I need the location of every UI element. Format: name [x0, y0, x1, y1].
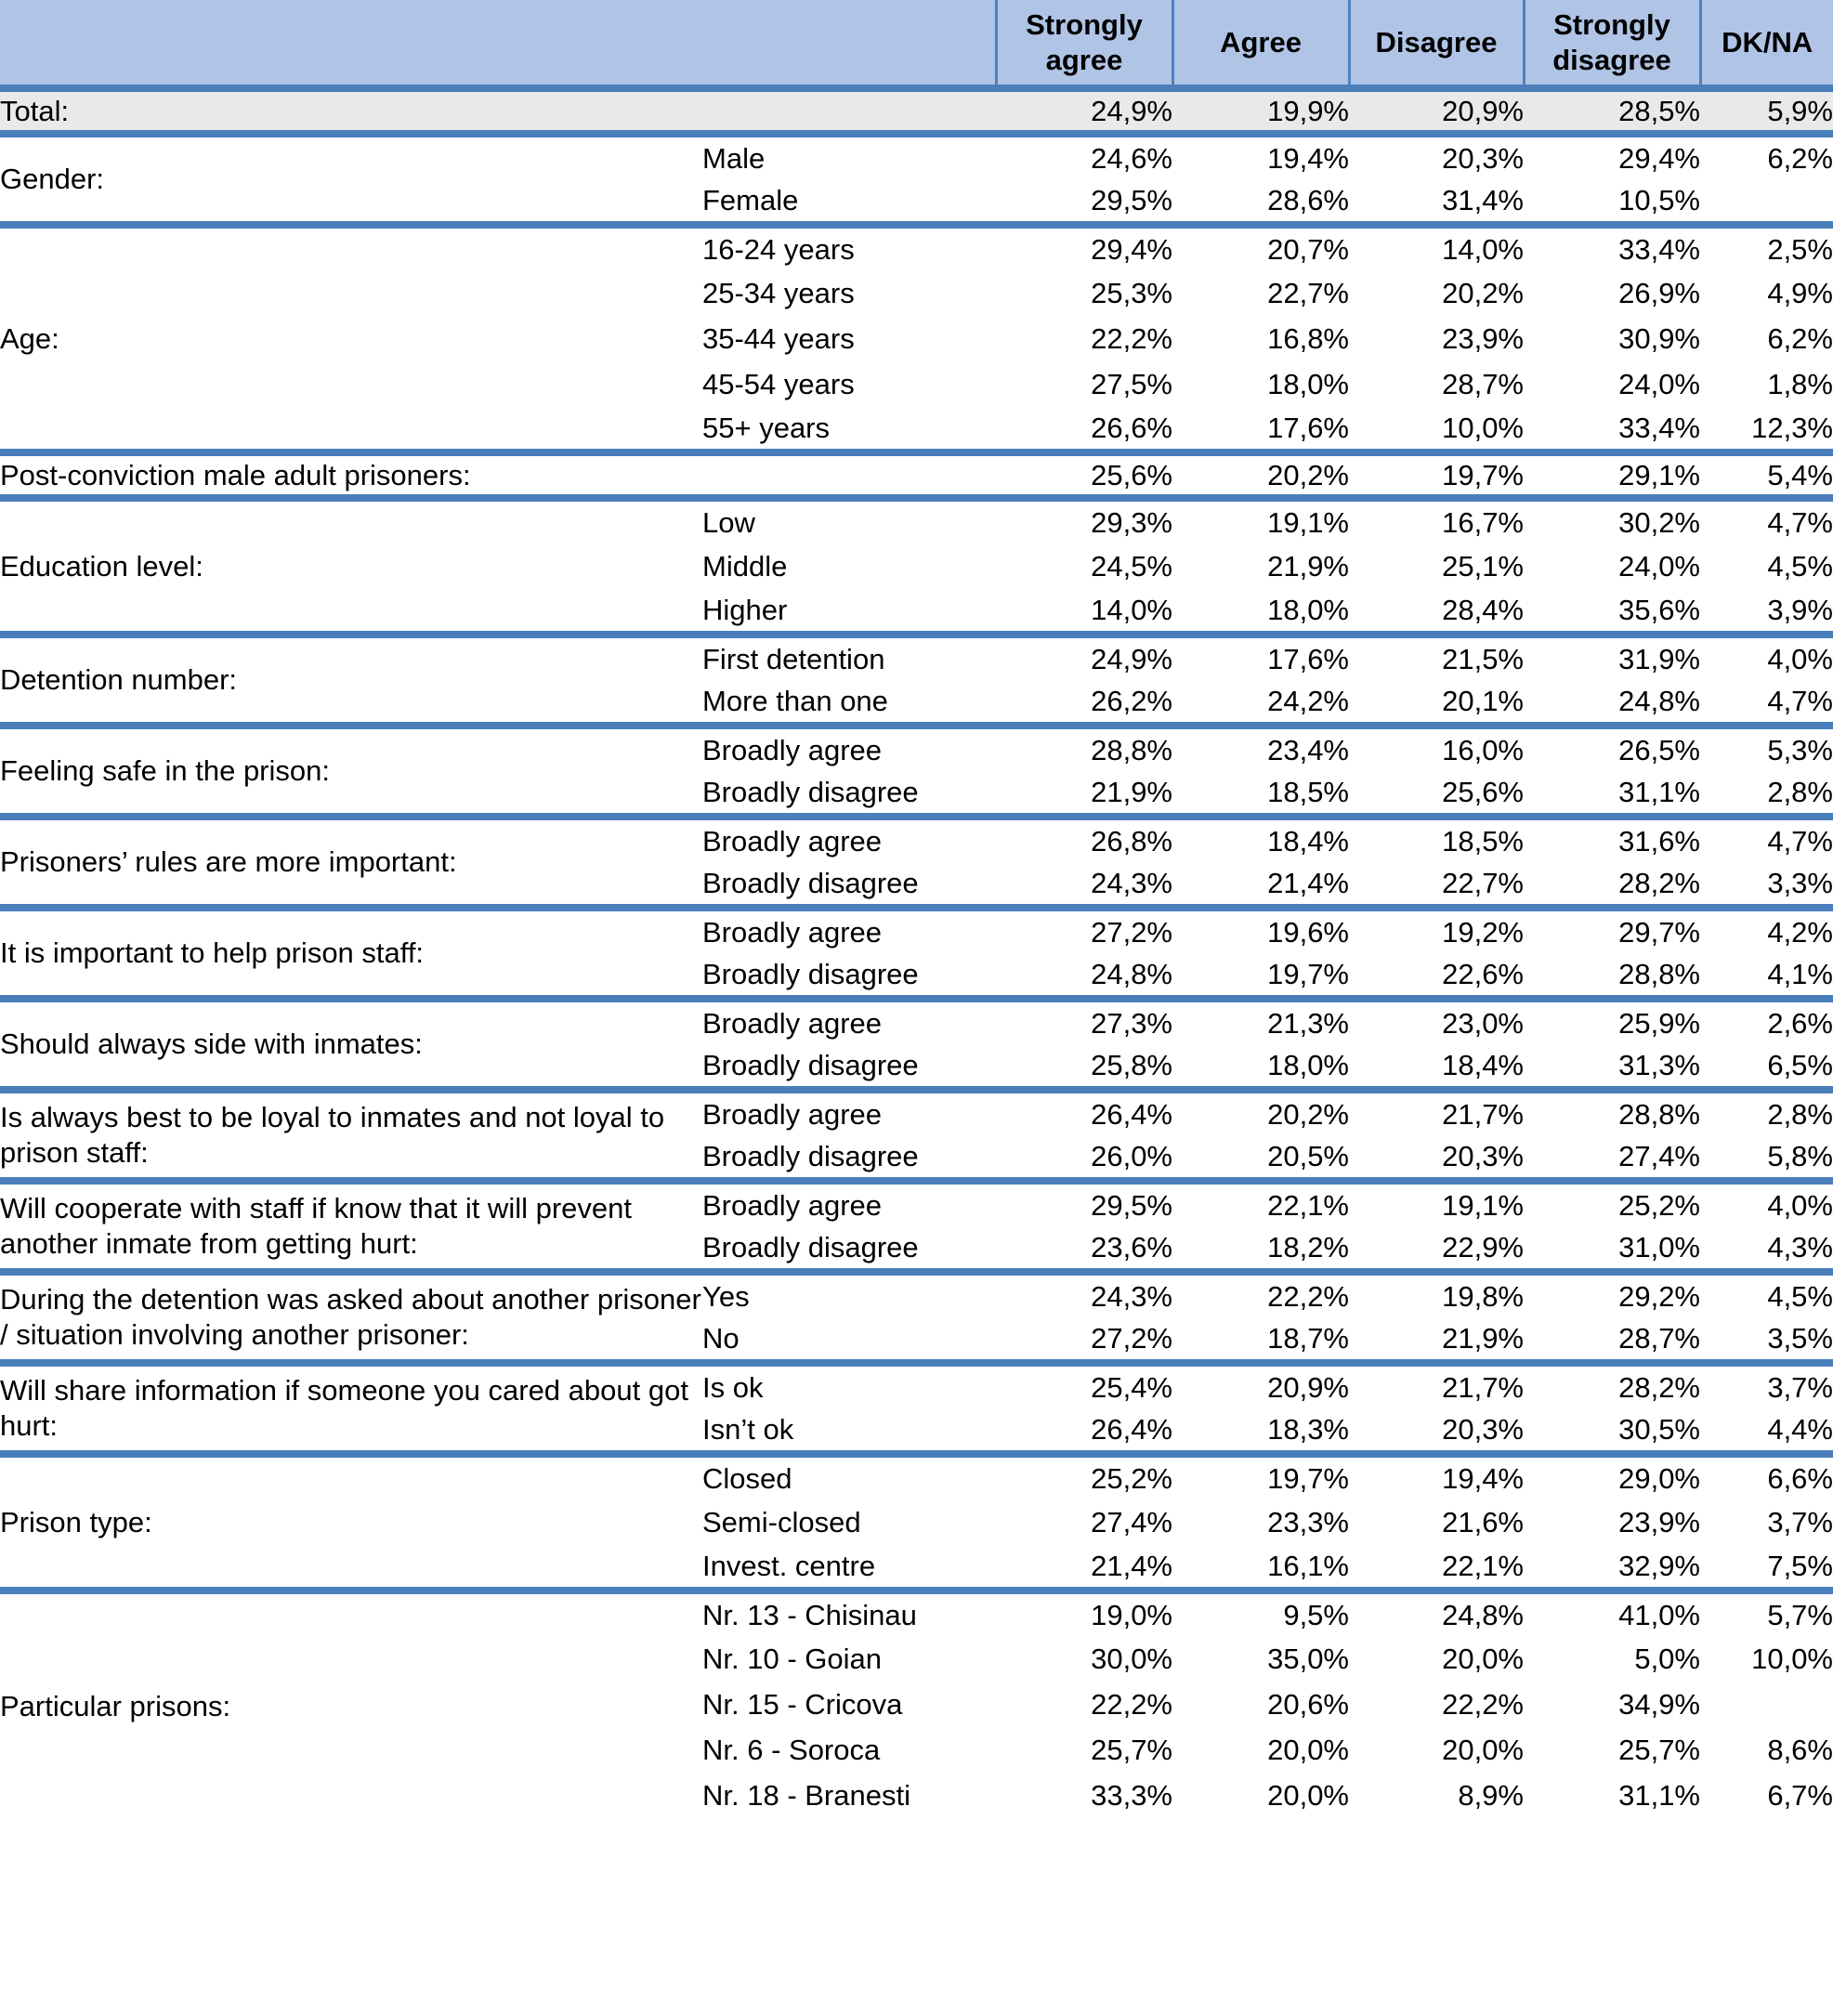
value-cell: 20,3%	[1349, 134, 1524, 179]
value-cell: 18,5%	[1349, 817, 1524, 862]
value-cell: 29,1%	[1524, 452, 1700, 498]
value-cell: 24,3%	[996, 1272, 1172, 1317]
value-cell: 25,7%	[996, 1727, 1172, 1773]
value-cell: 19,7%	[1172, 953, 1349, 999]
value-cell: 17,6%	[1172, 407, 1349, 452]
value-cell: 26,8%	[996, 817, 1172, 862]
value-cell: 22,7%	[1349, 862, 1524, 908]
row-sub-label: Nr. 15 - Cricova	[702, 1682, 996, 1727]
row-sub-label: First detention	[702, 635, 996, 680]
value-cell: 3,9%	[1700, 589, 1833, 635]
value-cell: 22,2%	[1349, 1682, 1524, 1727]
value-cell: 7,5%	[1700, 1545, 1833, 1591]
row-group-label: Age:	[0, 225, 702, 452]
value-cell: 22,6%	[1349, 953, 1524, 999]
value-cell: 32,9%	[1524, 1545, 1700, 1591]
column-header-agree: Agree	[1172, 0, 1349, 88]
value-cell: 2,8%	[1700, 771, 1833, 817]
value-cell: 26,4%	[996, 1090, 1172, 1135]
value-cell: 25,4%	[996, 1363, 1172, 1408]
value-cell: 6,5%	[1700, 1044, 1833, 1090]
value-cell: 24,0%	[1524, 543, 1700, 589]
value-cell: 10,0%	[1349, 407, 1524, 452]
value-cell: 14,0%	[1349, 225, 1524, 270]
value-cell: 23,3%	[1172, 1499, 1349, 1545]
row-group-label: Is always best to be loyal to inmates and not loyal to prison staff:	[0, 1090, 702, 1181]
value-cell: 21,4%	[1172, 862, 1349, 908]
value-cell: 25,2%	[996, 1454, 1172, 1499]
row-group-label: Prison type:	[0, 1454, 702, 1591]
value-cell: 6,6%	[1700, 1454, 1833, 1499]
value-cell: 19,7%	[1349, 452, 1524, 498]
row-sub-label: Broadly agree	[702, 908, 996, 953]
value-cell: 25,8%	[996, 1044, 1172, 1090]
value-cell: 20,7%	[1172, 225, 1349, 270]
value-cell: 4,5%	[1700, 1272, 1833, 1317]
table-row	[0, 452, 1833, 498]
row-group-label: During the detention was asked about another prisoner / situation involving another prisoner:	[0, 1272, 702, 1363]
value-cell: 6,7%	[1700, 1773, 1833, 1818]
row-sub-label: Female	[702, 179, 996, 225]
value-cell: 25,6%	[996, 452, 1172, 498]
value-cell: 33,4%	[1524, 225, 1700, 270]
value-cell: 29,7%	[1524, 908, 1700, 953]
value-cell: 3,5%	[1700, 1317, 1833, 1363]
value-cell: 26,0%	[996, 1135, 1172, 1181]
value-cell: 20,1%	[1349, 680, 1524, 726]
value-cell: 23,9%	[1524, 1499, 1700, 1545]
value-cell: 25,6%	[1349, 771, 1524, 817]
value-cell: 22,9%	[1349, 1226, 1524, 1272]
value-cell: 8,6%	[1700, 1727, 1833, 1773]
value-cell: 21,4%	[996, 1545, 1172, 1591]
value-cell: 21,5%	[1349, 635, 1524, 680]
row-sub-label: Broadly disagree	[702, 862, 996, 908]
value-cell: 25,9%	[1524, 999, 1700, 1044]
value-cell: 16,7%	[1349, 498, 1524, 543]
value-cell: 3,7%	[1700, 1363, 1833, 1408]
row-sub-label: Yes	[702, 1272, 996, 1317]
value-cell: 2,6%	[1700, 999, 1833, 1044]
value-cell: 29,5%	[996, 1181, 1172, 1226]
value-cell: 23,4%	[1172, 726, 1349, 771]
value-cell: 20,2%	[1349, 270, 1524, 316]
value-cell: 18,5%	[1172, 771, 1349, 817]
value-cell: 20,3%	[1349, 1135, 1524, 1181]
row-sub-label: Broadly agree	[702, 1090, 996, 1135]
value-cell: 4,5%	[1700, 543, 1833, 589]
value-cell: 25,2%	[1524, 1181, 1700, 1226]
value-cell: 22,2%	[996, 316, 1172, 361]
column-header-dk-na: DK/NA	[1700, 0, 1833, 88]
value-cell: 4,7%	[1700, 817, 1833, 862]
value-cell: 28,7%	[1524, 1317, 1700, 1363]
value-cell: 35,0%	[1172, 1636, 1349, 1682]
value-cell: 4,4%	[1700, 1408, 1833, 1454]
value-cell: 4,2%	[1700, 908, 1833, 953]
value-cell: 23,6%	[996, 1226, 1172, 1272]
row-sub-label: 45-54 years	[702, 361, 996, 407]
value-cell: 33,4%	[1524, 407, 1700, 452]
value-cell: 30,9%	[1524, 316, 1700, 361]
value-cell: 21,9%	[996, 771, 1172, 817]
value-cell: 24,8%	[996, 953, 1172, 999]
value-cell: 30,5%	[1524, 1408, 1700, 1454]
table-header	[0, 0, 1833, 88]
row-group-label: Particular prisons:	[0, 1591, 702, 1818]
value-cell: 28,7%	[1349, 361, 1524, 407]
value-cell: 21,7%	[1349, 1363, 1524, 1408]
value-cell: 22,1%	[1172, 1181, 1349, 1226]
row-sub-label: Broadly disagree	[702, 953, 996, 999]
value-cell: 27,2%	[996, 908, 1172, 953]
row-sub-label: Nr. 6 - Soroca	[702, 1727, 996, 1773]
row-sub-label: Low	[702, 498, 996, 543]
value-cell: 16,1%	[1172, 1545, 1349, 1591]
column-header-disagree: Disagree	[1349, 0, 1524, 88]
value-cell: 23,9%	[1349, 316, 1524, 361]
value-cell: 29,0%	[1524, 1454, 1700, 1499]
value-cell: 18,0%	[1172, 589, 1349, 635]
value-cell: 28,4%	[1349, 589, 1524, 635]
value-cell: 28,6%	[1172, 179, 1349, 225]
value-cell: 18,0%	[1172, 361, 1349, 407]
row-sub-label: Broadly agree	[702, 1181, 996, 1226]
row-sub-label: 55+ years	[702, 407, 996, 452]
value-cell	[1700, 179, 1833, 225]
value-cell: 29,5%	[996, 179, 1172, 225]
value-cell: 16,0%	[1349, 726, 1524, 771]
value-cell: 3,3%	[1700, 862, 1833, 908]
value-cell: 29,4%	[996, 225, 1172, 270]
value-cell: 26,2%	[996, 680, 1172, 726]
value-cell: 8,9%	[1349, 1773, 1524, 1818]
row-sub-label: Closed	[702, 1454, 996, 1499]
row-group-label: Should always side with inmates:	[0, 999, 702, 1090]
value-cell: 19,9%	[1172, 88, 1349, 134]
value-cell: 20,9%	[1349, 88, 1524, 134]
value-cell: 20,2%	[1172, 452, 1349, 498]
value-cell: 30,2%	[1524, 498, 1700, 543]
table-body	[0, 88, 1833, 1818]
value-cell: 26,6%	[996, 407, 1172, 452]
value-cell: 5,0%	[1524, 1636, 1700, 1682]
value-cell: 19,1%	[1349, 1181, 1524, 1226]
value-cell: 26,5%	[1524, 726, 1700, 771]
value-cell: 31,3%	[1524, 1044, 1700, 1090]
value-cell: 19,8%	[1349, 1272, 1524, 1317]
table-row	[0, 134, 1833, 179]
value-cell: 5,9%	[1700, 88, 1833, 134]
value-cell: 41,0%	[1524, 1591, 1700, 1636]
table-row	[0, 999, 1833, 1044]
row-group-label: Will cooperate with staff if know that it will prevent another inmate from getting hurt:	[0, 1181, 702, 1272]
value-cell: 4,0%	[1700, 1181, 1833, 1226]
row-sub-label: Broadly disagree	[702, 1135, 996, 1181]
row-group-label: It is important to help prison staff:	[0, 908, 702, 999]
value-cell: 18,2%	[1172, 1226, 1349, 1272]
value-cell: 19,2%	[1349, 908, 1524, 953]
row-sub-label: Nr. 13 - Chisinau	[702, 1591, 996, 1636]
value-cell: 4,7%	[1700, 498, 1833, 543]
value-cell: 19,7%	[1172, 1454, 1349, 1499]
value-cell: 22,7%	[1172, 270, 1349, 316]
row-sub-label: Nr. 18 - Branesti	[702, 1773, 996, 1818]
value-cell: 27,2%	[996, 1317, 1172, 1363]
value-cell: 27,4%	[996, 1499, 1172, 1545]
value-cell: 34,9%	[1524, 1682, 1700, 1727]
row-sub-label: More than one	[702, 680, 996, 726]
table-row	[0, 1454, 1833, 1499]
value-cell: 27,3%	[996, 999, 1172, 1044]
value-cell: 4,3%	[1700, 1226, 1833, 1272]
row-sub-label: 16-24 years	[702, 225, 996, 270]
value-cell: 23,0%	[1349, 999, 1524, 1044]
value-cell: 24,9%	[996, 635, 1172, 680]
value-cell: 35,6%	[1524, 589, 1700, 635]
value-cell: 5,4%	[1700, 452, 1833, 498]
value-cell: 21,6%	[1349, 1499, 1524, 1545]
value-cell: 17,6%	[1172, 635, 1349, 680]
value-cell: 28,2%	[1524, 1363, 1700, 1408]
value-cell: 20,6%	[1172, 1682, 1349, 1727]
table-row	[0, 1181, 1833, 1226]
row-sub-label: Broadly disagree	[702, 1226, 996, 1272]
row-sub-label: Broadly disagree	[702, 771, 996, 817]
table-row	[0, 1591, 1833, 1636]
row-sub-label: Higher	[702, 589, 996, 635]
value-cell: 5,8%	[1700, 1135, 1833, 1181]
value-cell: 20,9%	[1172, 1363, 1349, 1408]
row-sub-label: Invest. centre	[702, 1545, 996, 1591]
value-cell: 27,4%	[1524, 1135, 1700, 1181]
value-cell: 25,7%	[1524, 1727, 1700, 1773]
table-row	[0, 1363, 1833, 1408]
value-cell: 24,5%	[996, 543, 1172, 589]
value-cell: 6,2%	[1700, 134, 1833, 179]
value-cell: 20,2%	[1172, 1090, 1349, 1135]
table-row	[0, 908, 1833, 953]
value-cell: 21,9%	[1172, 543, 1349, 589]
row-sub-label: Nr. 10 - Goian	[702, 1636, 996, 1682]
value-cell: 20,0%	[1172, 1727, 1349, 1773]
value-cell: 27,5%	[996, 361, 1172, 407]
value-cell: 28,8%	[1524, 953, 1700, 999]
value-cell: 24,6%	[996, 134, 1172, 179]
row-sub-label: Broadly agree	[702, 817, 996, 862]
value-cell: 4,0%	[1700, 635, 1833, 680]
row-sub-label: Broadly agree	[702, 999, 996, 1044]
value-cell: 16,8%	[1172, 316, 1349, 361]
value-cell: 5,7%	[1700, 1591, 1833, 1636]
row-sub-label: 35-44 years	[702, 316, 996, 361]
table-row	[0, 635, 1833, 680]
value-cell: 29,4%	[1524, 134, 1700, 179]
value-cell: 26,4%	[996, 1408, 1172, 1454]
value-cell: 24,9%	[996, 88, 1172, 134]
value-cell: 20,0%	[1349, 1636, 1524, 1682]
table-row	[0, 1090, 1833, 1135]
header-row	[0, 0, 1833, 88]
value-cell: 21,7%	[1349, 1090, 1524, 1135]
row-group-label: Prisoners’ rules are more important:	[0, 817, 702, 908]
value-cell: 19,0%	[996, 1591, 1172, 1636]
value-cell: 12,3%	[1700, 407, 1833, 452]
value-cell: 24,0%	[1524, 361, 1700, 407]
value-cell: 18,4%	[1349, 1044, 1524, 1090]
table-row	[0, 726, 1833, 771]
row-sub-label: Broadly disagree	[702, 1044, 996, 1090]
value-cell: 1,8%	[1700, 361, 1833, 407]
value-cell: 31,1%	[1524, 771, 1700, 817]
value-cell: 21,9%	[1349, 1317, 1524, 1363]
value-cell: 33,3%	[996, 1773, 1172, 1818]
value-cell: 26,9%	[1524, 270, 1700, 316]
value-cell: 31,6%	[1524, 817, 1700, 862]
column-header-strongly-disagree: Strongly disagree	[1524, 0, 1700, 88]
value-cell: 19,4%	[1349, 1454, 1524, 1499]
value-cell: 20,0%	[1349, 1727, 1524, 1773]
value-cell: 25,1%	[1349, 543, 1524, 589]
row-sub-label: Isn’t ok	[702, 1408, 996, 1454]
value-cell: 9,5%	[1172, 1591, 1349, 1636]
row-group-label: Gender:	[0, 134, 702, 225]
row-sub-label: Is ok	[702, 1363, 996, 1408]
value-cell: 5,3%	[1700, 726, 1833, 771]
value-cell: 31,0%	[1524, 1226, 1700, 1272]
value-cell: 4,9%	[1700, 270, 1833, 316]
value-cell	[1700, 1682, 1833, 1727]
table-row	[0, 817, 1833, 862]
value-cell: 20,0%	[1172, 1773, 1349, 1818]
value-cell: 4,7%	[1700, 680, 1833, 726]
value-cell: 10,5%	[1524, 179, 1700, 225]
row-group-label: Will share information if someone you cared about got hurt:	[0, 1363, 702, 1454]
value-cell: 28,8%	[996, 726, 1172, 771]
value-cell: 14,0%	[996, 589, 1172, 635]
value-cell: 29,3%	[996, 498, 1172, 543]
value-cell: 24,3%	[996, 862, 1172, 908]
value-cell: 30,0%	[996, 1636, 1172, 1682]
table-row	[0, 225, 1833, 270]
value-cell: 3,7%	[1700, 1499, 1833, 1545]
value-cell: 31,9%	[1524, 635, 1700, 680]
value-cell: 20,3%	[1349, 1408, 1524, 1454]
value-cell: 22,2%	[996, 1682, 1172, 1727]
value-cell: 29,2%	[1524, 1272, 1700, 1317]
row-group-label: Education level:	[0, 498, 702, 635]
value-cell: 19,6%	[1172, 908, 1349, 953]
value-cell: 2,8%	[1700, 1090, 1833, 1135]
row-sub-label: No	[702, 1317, 996, 1363]
value-cell: 24,8%	[1524, 680, 1700, 726]
value-cell: 25,3%	[996, 270, 1172, 316]
value-cell: 4,1%	[1700, 953, 1833, 999]
value-cell: 24,8%	[1349, 1591, 1524, 1636]
value-cell: 18,0%	[1172, 1044, 1349, 1090]
value-cell: 19,4%	[1172, 134, 1349, 179]
header-corner	[0, 0, 996, 88]
value-cell: 18,7%	[1172, 1317, 1349, 1363]
row-group-label: Post-conviction male adult prisoners:	[0, 452, 996, 498]
table-row	[0, 1272, 1833, 1317]
value-cell: 18,3%	[1172, 1408, 1349, 1454]
row-group-label: Total:	[0, 88, 996, 134]
table-row	[0, 88, 1833, 134]
value-cell: 21,3%	[1172, 999, 1349, 1044]
row-sub-label: Semi-closed	[702, 1499, 996, 1545]
value-cell: 31,1%	[1524, 1773, 1700, 1818]
value-cell: 22,1%	[1349, 1545, 1524, 1591]
row-group-label: Detention number:	[0, 635, 702, 726]
value-cell: 10,0%	[1700, 1636, 1833, 1682]
row-sub-label: Middle	[702, 543, 996, 589]
value-cell: 20,5%	[1172, 1135, 1349, 1181]
value-cell: 28,5%	[1524, 88, 1700, 134]
row-sub-label: Male	[702, 134, 996, 179]
column-header-strongly-agree: Strongly agree	[996, 0, 1172, 88]
value-cell: 28,2%	[1524, 862, 1700, 908]
value-cell: 24,2%	[1172, 680, 1349, 726]
row-group-label: Feeling safe in the prison:	[0, 726, 702, 817]
value-cell: 19,1%	[1172, 498, 1349, 543]
table-row	[0, 498, 1833, 543]
value-cell: 22,2%	[1172, 1272, 1349, 1317]
value-cell: 2,5%	[1700, 225, 1833, 270]
value-cell: 28,8%	[1524, 1090, 1700, 1135]
row-sub-label: Broadly agree	[702, 726, 996, 771]
value-cell: 31,4%	[1349, 179, 1524, 225]
value-cell: 18,4%	[1172, 817, 1349, 862]
row-sub-label: 25-34 years	[702, 270, 996, 316]
value-cell: 6,2%	[1700, 316, 1833, 361]
